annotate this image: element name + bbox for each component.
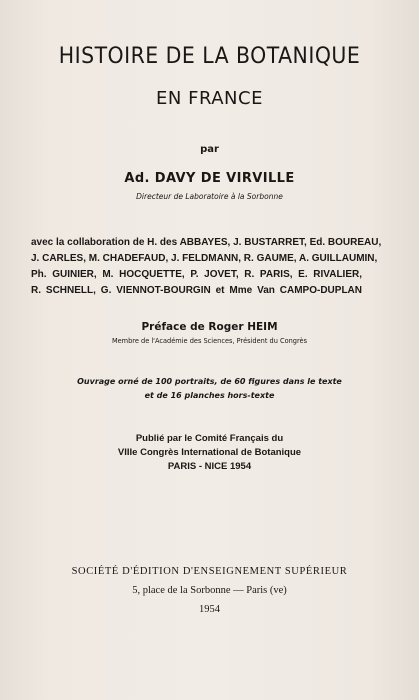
publication-note: VIIIe Congrès International de Botanique — [117, 447, 302, 458]
illustrations-note: Ouvrage orné de 100 portraits, de 60 figures dans le texte — [77, 377, 342, 386]
book-title: HISTOIRE DE LA BOTANIQUE — [58, 44, 361, 69]
publisher-address: 5, place de la Sorbonne — Paris (ve) — [132, 585, 287, 596]
by-line: par — [200, 144, 219, 155]
collaboration-block — [31, 235, 382, 299]
preface-line: Préface de Roger HEIM — [141, 321, 278, 333]
publisher-name: SOCIÉTÉ D'ÉDITION D'ENSEIGNEMENT SUPÉRIEUR — [71, 566, 348, 577]
author-role: Directeur de Laboratoire à la Sorbonne — [136, 192, 283, 201]
preface-author-role: Membre de l'Académie des Sciences, Président du Congrès — [111, 337, 308, 345]
collaboration-line: R. SCHNELL, G. VIENNOT-BOURGIN et Mme Van CAMPO-DUPLAN — [31, 285, 362, 296]
publication-note: Publié par le Comité Français du — [135, 433, 284, 444]
collaboration-line: avec la collaboration de H. des ABBAYES, J. BUSTARRET, Ed. BOUREAU, — [31, 237, 382, 248]
publication-note: PARIS - NICE 1954 — [167, 461, 252, 472]
collaboration-line: Ph. GUINIER, M. HOCQUETTE, P. JOVET, R. PARIS, E. RIVALIER, — [31, 269, 362, 280]
publication-year: 1954 — [199, 604, 220, 615]
book-subtitle: EN FRANCE — [156, 88, 263, 109]
illustrations-note: et de 16 planches hors-texte — [144, 391, 275, 400]
collaboration-line: J. CARLES, M. CHADEFAUD, J. FELDMANN, R. GAUME, A. GUILLAUMIN, — [31, 253, 378, 264]
author-name: Ad. DAVY DE VIRVILLE — [124, 171, 295, 186]
